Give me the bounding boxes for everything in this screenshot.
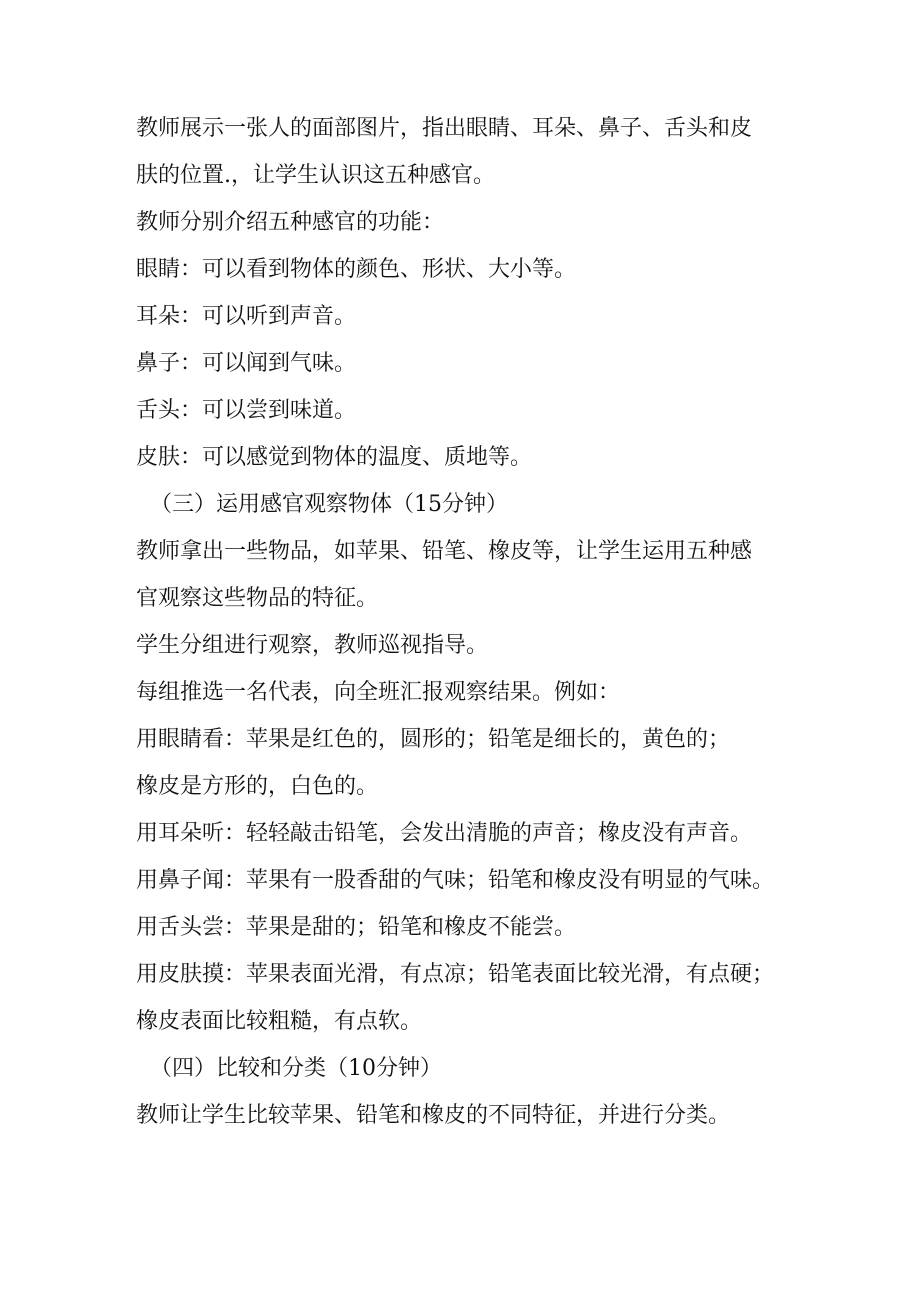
paragraph-line: 学生分组进行观察，教师巡视指导。 <box>136 633 489 658</box>
paragraph-line: 眼睛：可以看到物体的颜色、形状、大小等。 <box>136 257 577 282</box>
paragraph-line: 耳朵：可以听到声音。 <box>136 304 357 329</box>
paragraph-line: 教师展示一张人的面部图片，指出眼睛、耳朵、鼻子、舌头和皮 <box>136 116 753 141</box>
section-heading: （四）比较和分类（10分钟） <box>150 1056 442 1081</box>
paragraph-line: 舌头：可以尝到味道。 <box>136 398 357 423</box>
paragraph-line: 用舌头尝：苹果是甜的；铅笔和橡皮不能尝。 <box>136 915 577 940</box>
paragraph-line: 教师让学生比较苹果、铅笔和橡皮的不同特征，并进行分类。 <box>136 1103 731 1128</box>
paragraph-line: 用鼻子闻：苹果有一股香甜的气味；铅笔和橡皮没有明显的气味。 <box>136 868 775 893</box>
paragraph-line: 皮肤：可以感觉到物体的温度、质地等。 <box>136 445 533 470</box>
paragraph-line: 每组推选一名代表，向全班汇报观察结果。例如： <box>136 680 621 705</box>
section-heading: （三）运用感官观察物体（15分钟） <box>150 492 508 517</box>
paragraph-line: 教师分别介绍五种感官的功能： <box>136 210 445 235</box>
paragraph-line: 用耳朵听：轻轻敲击铅笔，会发出清脆的声音；橡皮没有声音。 <box>136 821 753 846</box>
paragraph-line: 肤的位置.，让学生认识这五种感官。 <box>136 163 495 188</box>
paragraph-line: 鼻子：可以闻到气味。 <box>136 351 357 376</box>
paragraph-line: 官观察这些物品的特征。 <box>136 586 379 611</box>
paragraph-line: 橡皮表面比较粗糙，有点软。 <box>136 1009 423 1034</box>
paragraph-line: 教师拿出一些物品，如苹果、铅笔、橡皮等，让学生运用五种感 <box>136 539 753 564</box>
paragraph-line: 用眼睛看：苹果是红色的，圆形的；铅笔是细长的，黄色的； <box>136 727 731 752</box>
paragraph-line: 橡皮是方形的，白色的。 <box>136 774 379 799</box>
paragraph-line: 用皮肤摸：苹果表面光滑，有点凉；铅笔表面比较光滑，有点硬； <box>136 962 775 987</box>
